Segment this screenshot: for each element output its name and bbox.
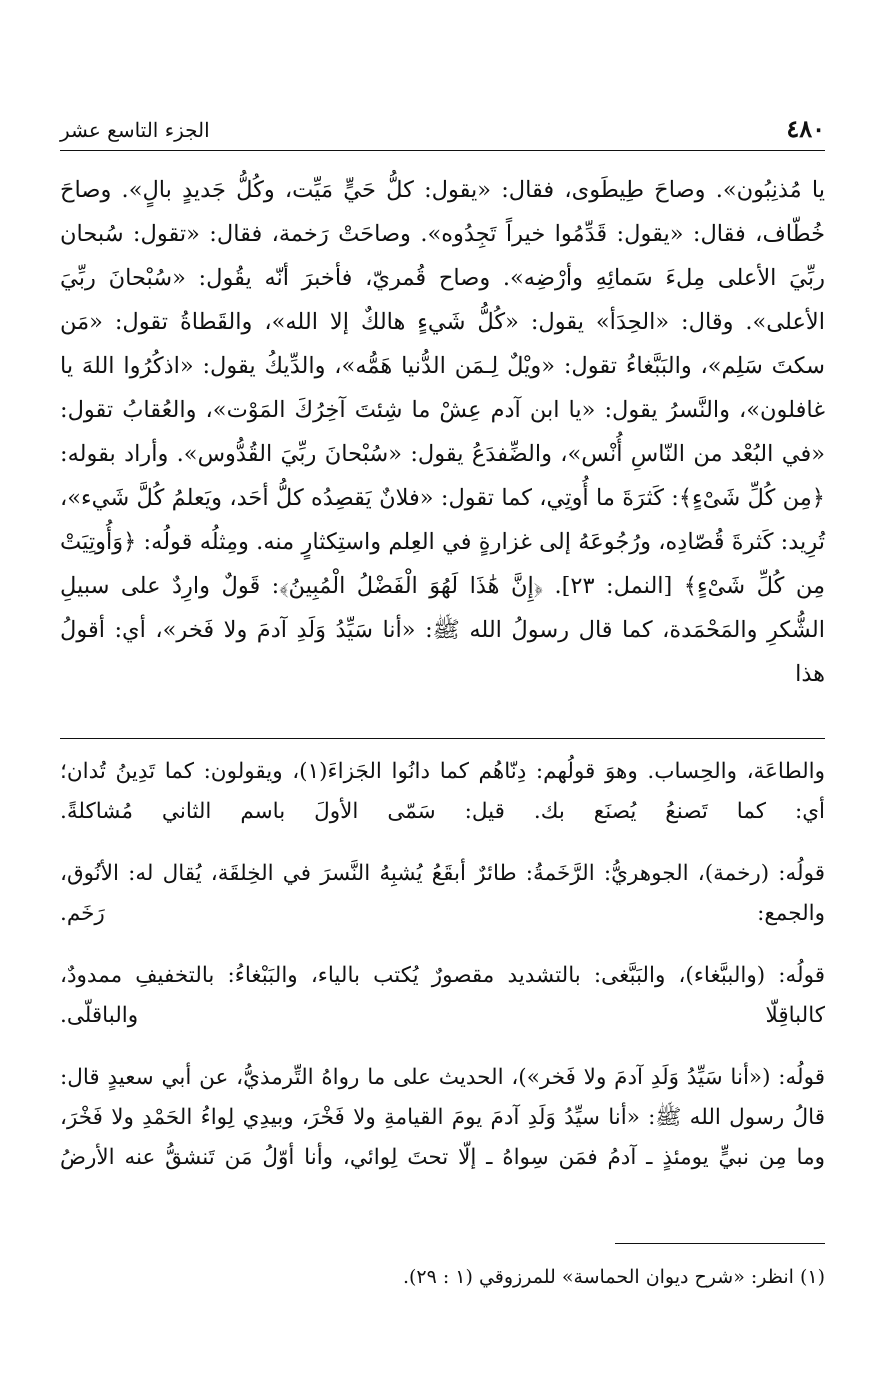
running-title: الجزء التاسع عشر [60,118,210,142]
commentary-paragraph-2: قولُه: (رخمة)، الجوهريُّ: الرَّخَمةُ: طائرٌ أبقَعُ يُشبِهُ النَّسرَ في الخِلقَة، يُقال له: الأنُوق، والجمع: رَخَم. [60,861,825,926]
footnote [60,1262,825,1292]
commentary [60,752,825,1178]
main-paragraph: يا مُذنِبُون». وصاحَ طِيطَوى، فقال: «يقول: كلُّ حَيٍّ مَيِّت، وكُلُّ جَديدٍ بالٍ». وصاحَ خُطّاف، فقال: «يقول: قَدِّمُوا خيراً تَجِدُوه». وصاحَتْ رَخمة، فقال: «تقول: سُبحان ربِّيَ الأعلى مِلءَ سَمائِهِ وأرْضِه». وصاح قُمريّ، فأخبرَ أنّه يقُول: «سُبْحانَ ربِّيَ الأعلى». وقال: «الحِدَأ» يقول: «كُلُّ شَيءٍ هالكٌ إلا الله»، والقَطاةُ تقول: «مَن سكتَ سَلِم»، والبَبَّغاءُ تقول: «ويْلٌ لِـمَن الدُّنيا هَمُّه»، والدِّيكُ يقول: «اذكُرُوا اللهَ يا غافلون»، والنَّسرُ يقول: «يا ابن آدم عِشْ ما شِئتَ آخِرُكَ المَوْت»، والعُقابُ تقول: «في البُعْد من النّاسِ أُنْس»، والضِّفدَعُ يقول: «سُبْحانَ ربِّيَ القُدُّوس». وأراد بقوله: ﴿مِن كُلِّ شَىْءٍ﴾: كَثرَةَ ما أُوتِي، كما تقول: «فلانٌ يَقصِدُه كلُّ أحَد، ويَعلمُ كُلَّ شَيء»، تُرِيد: كَثرةَ قُصّادِه، ورُجُوعَهُ إلى غزارةٍ في العِلم واستِكثارٍ منه. ومِثلُه قولُه: ﴿وَأُوتِيَتْ مِن كُلِّ شَىْءٍ﴾ [النمل: ٢٣]. ﴿إِنَّ هَٰذَا لَهُوَ الْفَضْلُ الْمُبِينُ﴾: قَولٌ وارِدٌ على سبيلِ الشُّكرِ والمَحْمَدة، كما قال رسولُ الله ﷺ: «أنا سَيِّدُ وَلَدِ آدمَ ولا فَخر»، أي: أقولُ هذا [60,177,826,687]
page-number: ٤٨٠ [786,114,825,143]
commentary-paragraph-1: والطاعَة، والحِساب. وهوَ قولُهم: دِنّاهُم كما دانُوا الجَزاءَ(١)، ويقولون: كما تَدِينُ تُدان؛ أي: كما تَصنعُ يُصنَع بك. قيل: سَمّى الأولَ باسم الثاني مُشاكلةً. [60,759,825,824]
commentary-paragraph-4: قولُه: («أنا سَيِّدُ وَلَدِ آدمَ ولا فَخر»)، الحديث على ما رواهُ التِّرمذيُّ، عن أبي سعيدٍ قال: قالُ رسول الله ﷺ: «أنا سيِّدُ وَلَدِ آدمَ يومَ القيامةِ ولا فَخْرَ، وبيدِي لِواءُ الحَمْدِ ولا فَخْرَ، وما مِن نبيٍّ يومئذٍ ـ آدمُ فمَن سِواهُ ـ إلّا تحتَ لِوائي، وأنا أوّلُ مَن تَنشقُّ عنه الأرضُ [60,1065,825,1170]
footnote-text: (١) انظر: «شرح ديوان الحماسة» للمرزوقي (١ : ٢٩). [402,1266,825,1288]
commentary-paragraph-3: قولُه: (والببَّغاء)، والبَبَّغى: بالتشديد مقصورٌ يُكتب بالياء، والبَبْغاءُ: بالتخفيفِ ممدودٌ، كالباقِلّا والباقلّى. [60,963,825,1028]
main-text [60,168,825,696]
page-header [60,110,825,151]
footnote-rule [615,1243,825,1244]
section-divider [60,738,825,739]
